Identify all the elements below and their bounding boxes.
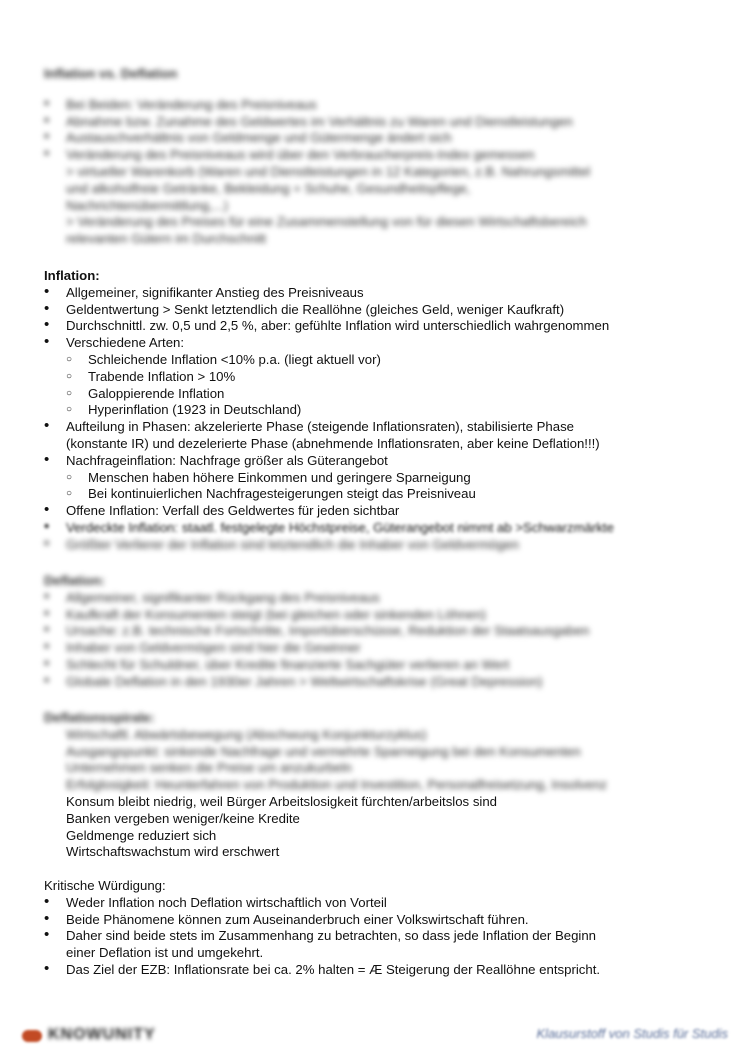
list-item-continuation: > virtueller Warenkorb (Waren und Dienstleistungen in 12 Kategorien, z.B. Nahrungsmittel xyxy=(66,163,591,179)
list-item: • Nachfrageinflation: Nachfrage größer als Güterangebot xyxy=(44,453,724,470)
list-item: Erfolglosigkeit: Heunterfahren von Produktion und Investition, Personalfreisetzung, Insolvenz xyxy=(66,777,607,793)
list-item: • Geldentwertung > Senkt letztendlich die Reallöhne (gleiches Geld, weniger Kaufkraft) xyxy=(44,302,724,319)
list-item: • Allgemeiner, signifikanter Rückgang des Preisniveaus xyxy=(44,590,724,607)
list-item: • Offene Inflation: Verfall des Geldwertes für jeden sichtbar xyxy=(44,503,724,520)
sub-list-item: ○ Hyperinflation (1923 in Deutschland) xyxy=(44,402,724,419)
section-title: Inflation vs. Deflation xyxy=(44,66,178,81)
list-item: • Weder Inflation noch Deflation wirtschaftlich von Vorteil xyxy=(44,895,724,912)
list-item-continuation: und alkoholfreie Getränke, Bekleidung + Schuhe, Gesundheitspflege, xyxy=(66,180,471,196)
sub-list-item: ○ Schleichende Inflation <10% p.a. (liegt aktuell vor) xyxy=(44,352,724,369)
section-title: Deflationsspirale: xyxy=(44,710,155,725)
sub-list-item: ○ Trabende Inflation > 10% xyxy=(44,369,724,386)
list-item: • Veränderung des Preisniveaus wird über den Verbraucherpreis-Index gemessen xyxy=(44,147,724,164)
list-item: • Daher sind beide stets im Zusammenhang zu betrachten, so dass jede Inflation der Beginn xyxy=(44,928,724,945)
list-item-continuation: (konstante IR) und dezelerierte Phase (abnehmende Inflationsraten, aber keine Deflation!!!) xyxy=(66,435,600,451)
list-item: • Aufteilung in Phasen: akzelerierte Phase (steigende Inflationsraten), stabilisierte Phase xyxy=(44,419,724,436)
section-kritische-wuerdigung xyxy=(44,878,724,979)
list-item: Banken vergeben weniger/keine Kredite xyxy=(66,810,300,826)
list-item: • Das Ziel der EZB: Inflationsrate bei ca. 2% halten = Æ Steigerung der Reallöhne entspricht. xyxy=(44,962,724,979)
list-item: Wirtschaftl. Abwärtsbewegung (Abschwung Konjunkturzyklus) xyxy=(66,726,427,742)
list-item-continuation: einer Deflation ist und umgekehrt. xyxy=(66,945,264,961)
list-item: • Kaufkraft der Konsumenten steigt (bei gleichen oder sinkenden Löhnen) xyxy=(44,607,724,624)
bullet-list xyxy=(44,285,724,554)
list-item: • Durchschnittl. zw. 0,5 und 2,5 %, aber: gefühlte Inflation wird unterschiedlich wahrgenommen xyxy=(44,318,724,335)
footer-logo xyxy=(22,1026,156,1046)
step-list xyxy=(44,727,724,861)
list-item: • Allgemeiner, signifikanter Anstieg des Preisniveaus xyxy=(44,285,724,302)
section-inflation xyxy=(44,268,724,554)
list-item: • Verdeckte Inflation: staatl. festgelegte Höchstpreise, Güterangebot nimmt ab >Schwarzmärkte xyxy=(44,520,724,537)
section-deflation xyxy=(44,573,724,691)
list-item: • Verschiedene Arten: xyxy=(44,335,724,352)
list-item: • Ursache: z.B. technische Fortschritte, Importüberschüsse, Reduktion der Staatsausgaben xyxy=(44,623,724,640)
footer-tagline: Klausurstoff von Studis für Studis xyxy=(536,1026,728,1041)
section-title: Kritische Würdigung: xyxy=(44,878,166,893)
section-title: Inflation: xyxy=(44,268,100,283)
list-item: • Inhaber von Geldvermögen sind hier die Gewinner xyxy=(44,640,724,657)
sub-list-item: ○ Galoppierende Inflation xyxy=(44,386,724,403)
logo-text: KNOWUNITY xyxy=(48,1026,156,1043)
bullet-list xyxy=(44,97,724,248)
bullet-list xyxy=(44,590,724,691)
section-deflationsspirale xyxy=(44,710,724,861)
section-inflation-vs-deflation xyxy=(44,66,724,248)
list-item: • Abnahme bzw. Zunahme des Geldwertes im Verhältnis zu Waren und Dienstleistungen xyxy=(44,114,724,131)
list-item: • Beide Phänomene können zum Auseinanderbruch einer Volkswirtschaft führen. xyxy=(44,912,724,929)
sub-list-item: ○ Menschen haben höhere Einkommen und geringere Sparneigung xyxy=(44,470,724,487)
list-item: • Schlecht für Schuldner, über Kredite finanzierte Sachgüter verlieren an Wert xyxy=(44,657,724,674)
list-item: Ausgangspunkt: sinkende Nachfrage und vermehrte Sparneigung bei den Konsumenten xyxy=(66,743,581,759)
list-item: Unternehmen senken die Preise um anzukurbeln xyxy=(66,760,352,776)
sub-list-item: ○ Bei kontinuierlichen Nachfragesteigerungen steigt das Preisniveau xyxy=(44,486,724,503)
list-item-continuation: Nachrichtenübermittlung,...) xyxy=(66,197,228,213)
list-item: Geldmenge reduziert sich xyxy=(66,827,217,843)
list-item: Wirtschaftswachstum wird erschwert xyxy=(66,844,280,860)
list-item: • Globale Deflation in den 1930er Jahren > Weltwirtschaftskrise (Great Depression) xyxy=(44,674,724,691)
list-item-continuation: relevanten Gütern im Durchschnitt xyxy=(66,231,267,247)
list-item: Konsum bleibt niedrig, weil Bürger Arbeitslosigkeit fürchten/arbeitslos sind xyxy=(66,793,498,809)
list-item: • Größter Verlierer der Inflation sind letztendlich die Inhaber von Geldvermögen xyxy=(44,537,724,554)
bullet-list xyxy=(44,895,724,979)
list-item: • Bei Beiden: Veränderung des Preisniveaus xyxy=(44,97,724,114)
list-item-continuation: > Veränderung des Preises für eine Zusammenstellung von für diesen Wirtschaftsbereich xyxy=(66,214,587,230)
section-title: Deflation: xyxy=(44,573,105,588)
logo-icon xyxy=(22,1030,42,1042)
list-item: • Austauschverhältnis von Geldmenge und Gütermenge ändert sich xyxy=(44,130,724,147)
